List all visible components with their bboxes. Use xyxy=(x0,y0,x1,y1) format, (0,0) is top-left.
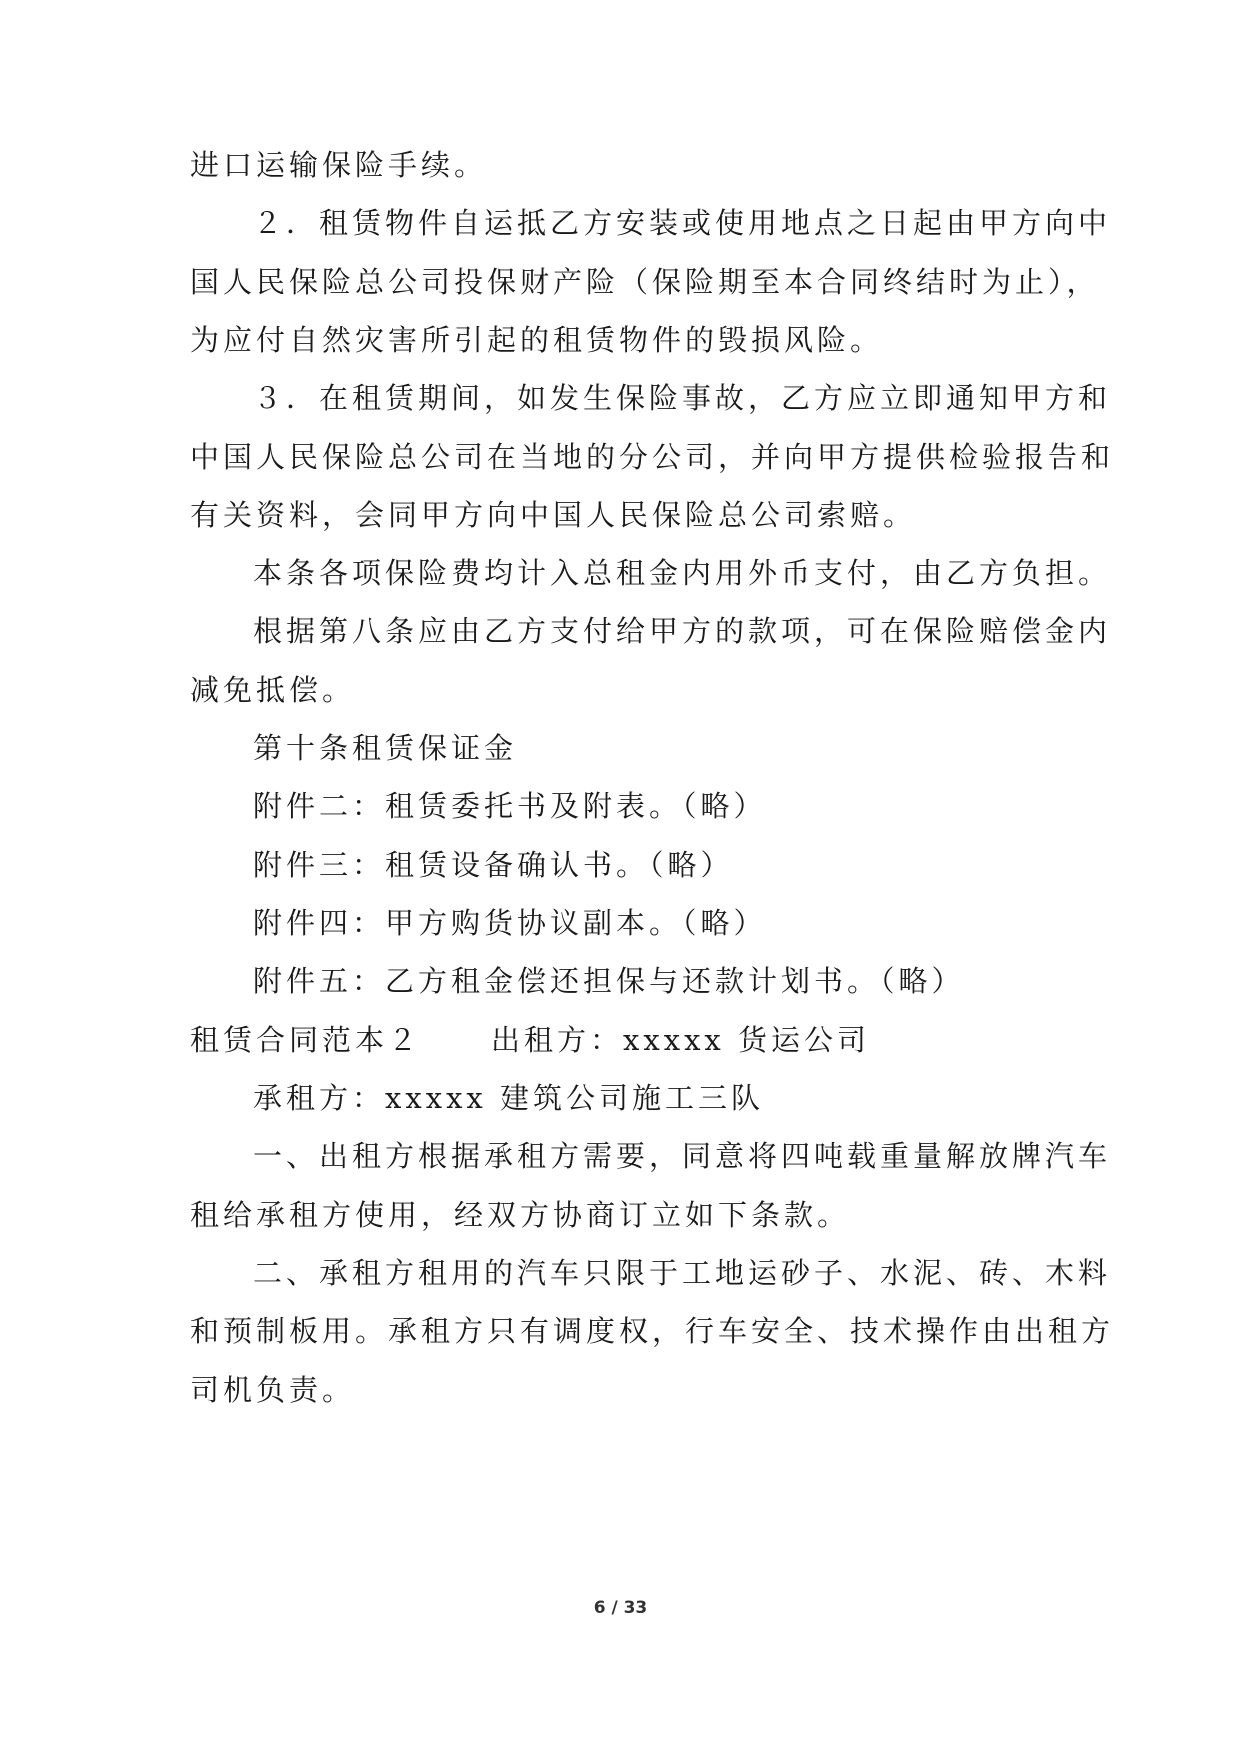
text-line: 减免抵偿。 xyxy=(190,673,356,707)
text-line: 和预制板用。承租方只有调度权，行车安全、技术操作由出租方 xyxy=(190,1314,1115,1348)
text-line: 一、出租方根据承租方需要，同意将四吨载重量解放牌汽车 xyxy=(253,1139,1112,1173)
section-heading: 第十条租赁保证金 xyxy=(253,731,518,765)
contract-title-line xyxy=(190,1020,870,1060)
lessee: 承租方：xxxxx 建筑公司施工三队 xyxy=(253,1081,764,1115)
attachment-item: 附件四：甲方购货协议副本。（略） xyxy=(253,906,767,940)
page-number: 6 / 33 xyxy=(593,1598,648,1618)
text-line: ２．租赁物件自运抵乙方安装或使用地点之日起由甲方向中 xyxy=(253,206,1112,240)
text-line: 进口运输保险手续。 xyxy=(190,148,488,182)
text-line: 国人民保险总公司投保财产险（保险期至本合同终结时为止）， xyxy=(190,265,1100,299)
text-line: 有关资料，会同甲方向中国人民保险总公司索赔。 xyxy=(190,498,917,532)
attachment-item: 附件三：租赁设备确认书。（略） xyxy=(253,848,734,882)
lessor: 出租方：xxxxx 货运公司 xyxy=(491,1023,871,1057)
contract-title: 租赁合同范本２ xyxy=(190,1023,422,1057)
attachment-item: 附件五：乙方租金偿还担保与还款计划书。（略） xyxy=(253,964,965,998)
text-line: 二、承租方租用的汽车只限于工地运砂子、水泥、砖、木料 xyxy=(253,1256,1112,1290)
text-line: 司机负责。 xyxy=(190,1373,356,1407)
attachment-item: 附件二：租赁委托书及附表。（略） xyxy=(253,789,767,823)
text-line: 本条各项保险费均计入总租金内用外币支付，由乙方负担。 xyxy=(253,556,1112,590)
text-line: 租给承租方使用，经双方协商订立如下条款。 xyxy=(190,1198,851,1232)
text-line: 中国人民保险总公司在当地的分公司，并向甲方提供检验报告和 xyxy=(190,440,1115,474)
text-line: 为应付自然灾害所引起的租赁物件的毁损风险。 xyxy=(190,323,884,357)
text-line: 根据第八条应由乙方支付给甲方的款项，可在保险赔偿金内 xyxy=(253,614,1112,648)
text-line: ３．在租赁期间，如发生保险事故，乙方应立即通知甲方和 xyxy=(253,381,1112,415)
